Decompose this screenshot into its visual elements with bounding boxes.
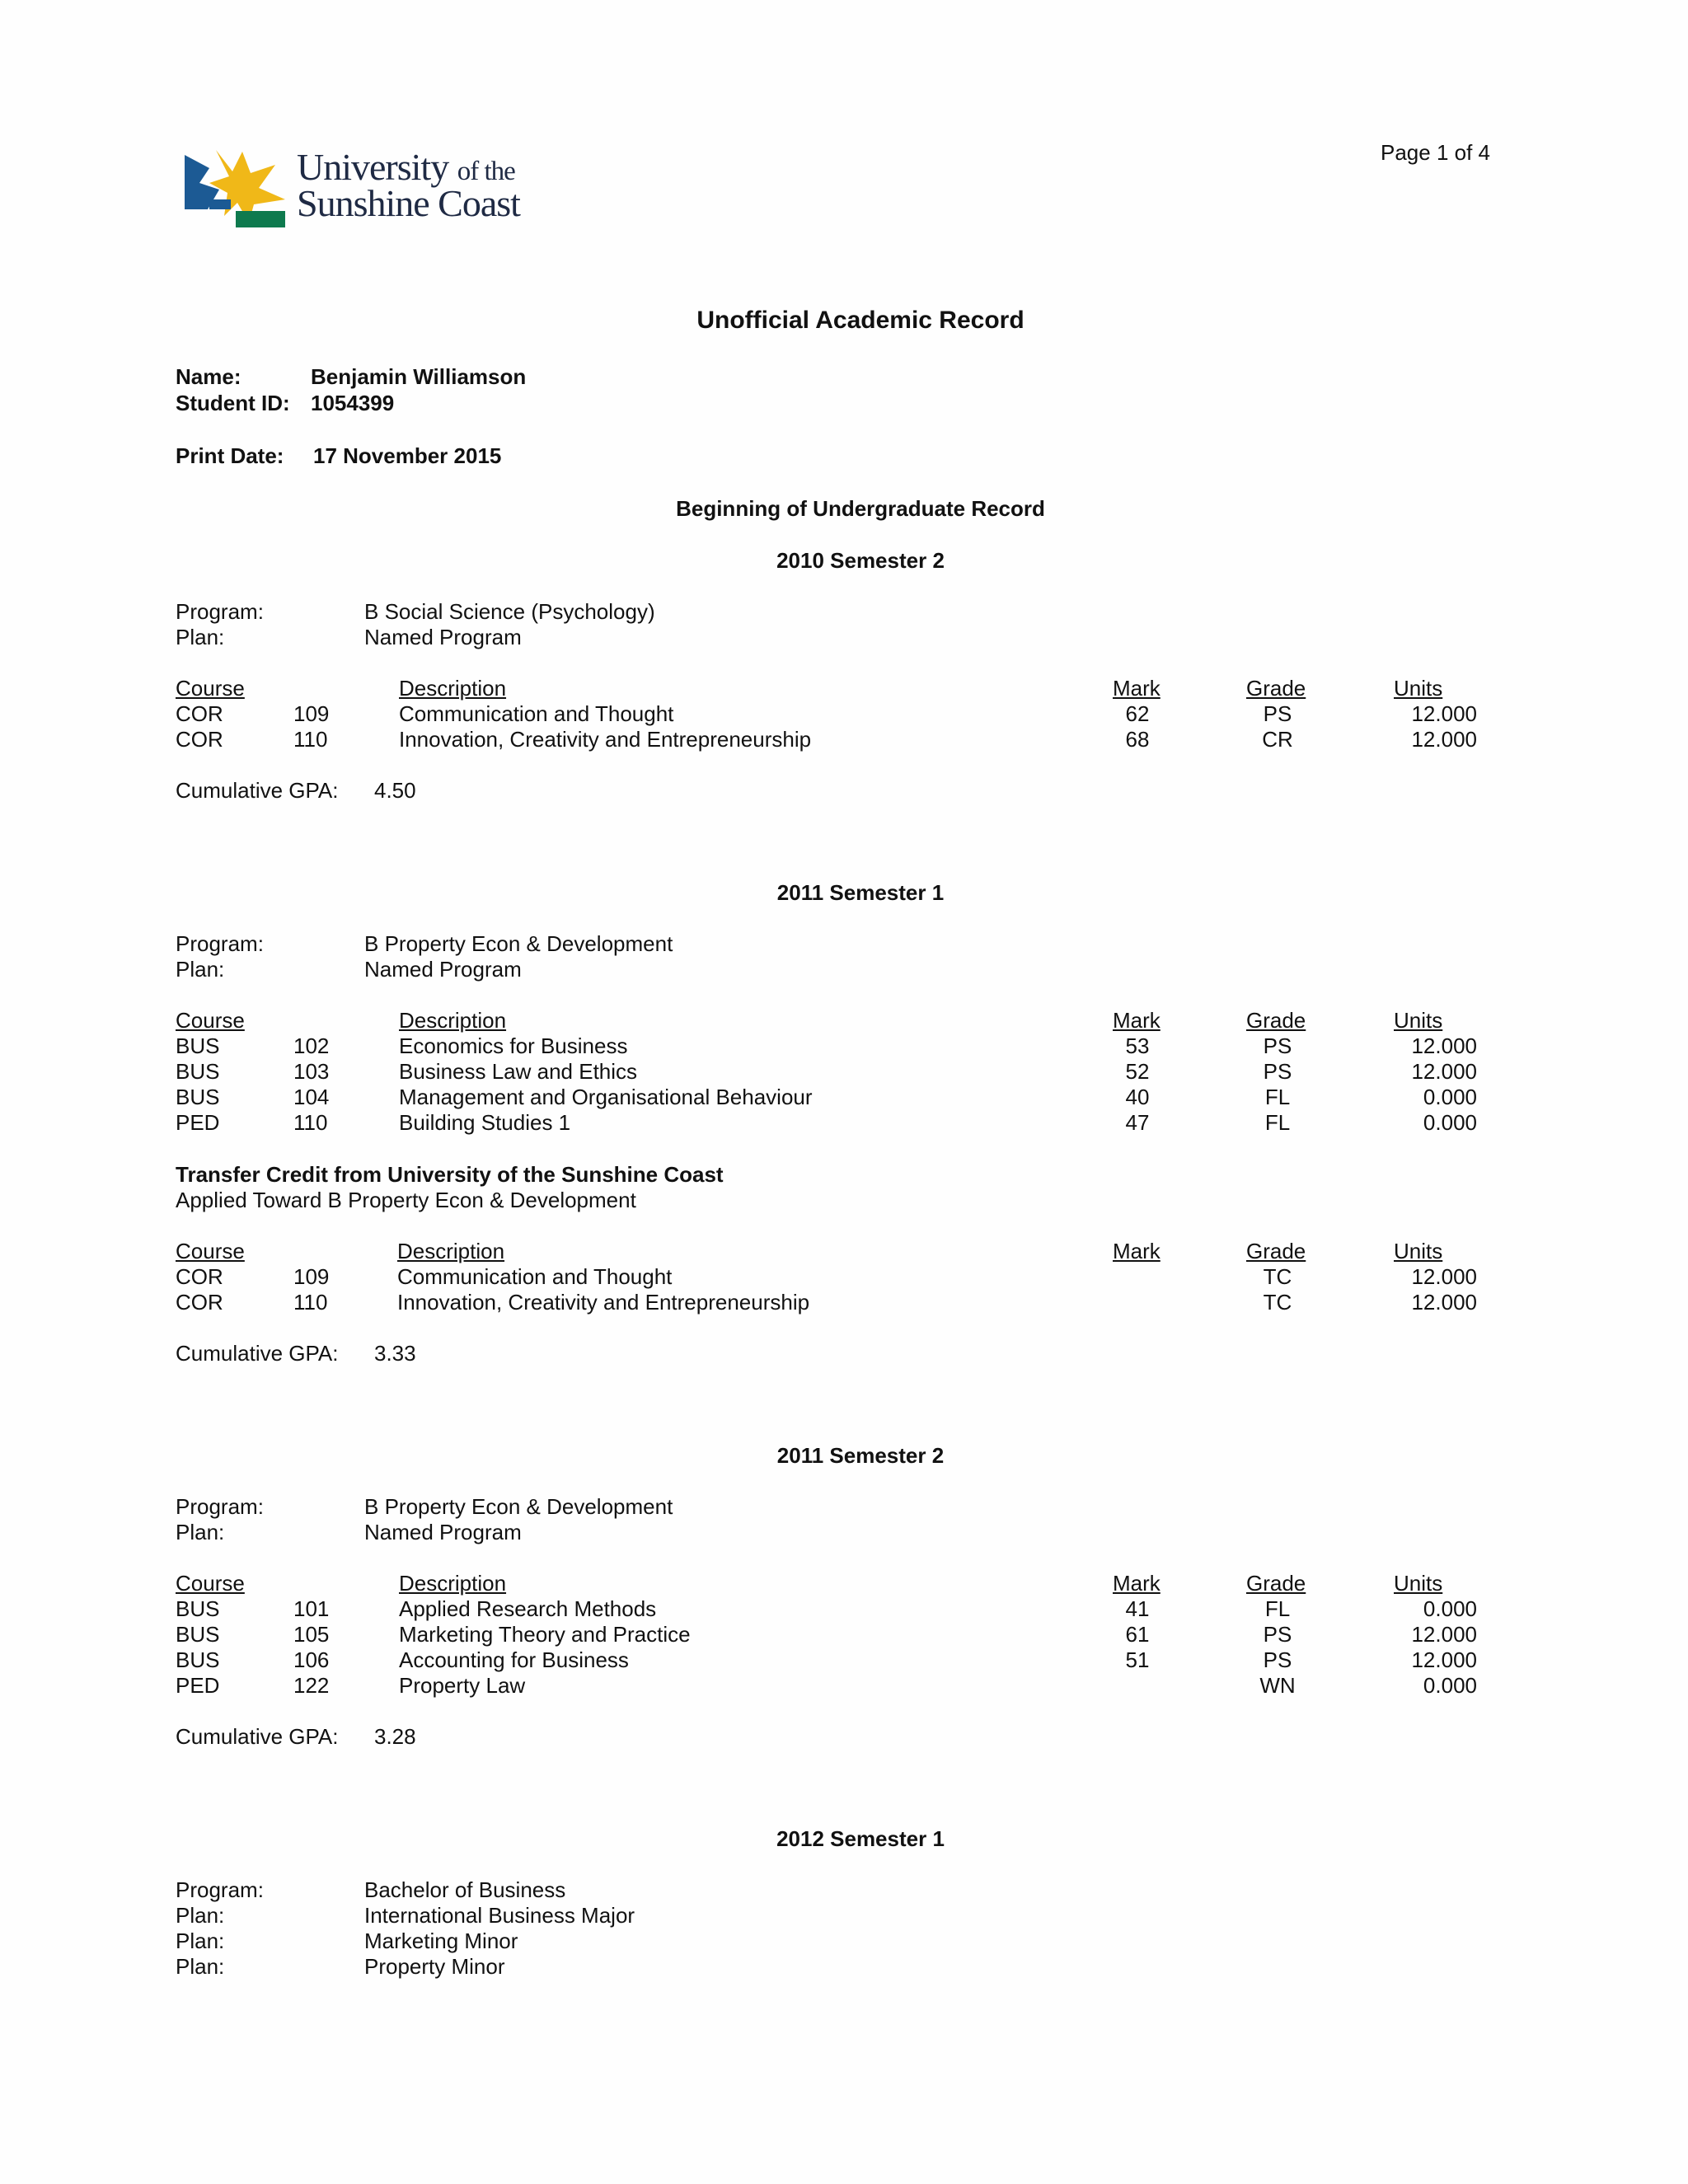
course-grade: FL [1264,1085,1291,1109]
course-units: 12.000 [1411,1033,1477,1058]
course-mark: 41 [1125,1596,1150,1621]
plan-label: Plan: [176,1903,225,1928]
course-grade: PS [1263,701,1292,726]
plan-label: Plan: [176,1954,225,1979]
record-heading: Beginning of Undergraduate Record [676,496,1045,521]
course-number: 104 [293,1085,330,1109]
mark-header: Mark [1113,676,1160,701]
course-units: 12.000 [1411,1264,1477,1289]
course-grade: FL [1264,1596,1291,1621]
course-number: 109 [293,701,330,726]
course-subject: BUS [176,1622,220,1647]
course-units: 0.000 [1423,1085,1477,1109]
student-id: 1054399 [311,391,395,415]
course-units: 0.000 [1423,1110,1477,1135]
course-subject: BUS [176,1596,220,1621]
course-grade: TC [1263,1290,1292,1315]
course-number: 122 [293,1673,330,1698]
course-subject: COR [176,701,223,726]
units-header: Units [1394,1008,1443,1033]
course-subject: COR [176,727,223,752]
course-number: 110 [293,1110,328,1135]
plan-label: Plan: [176,1520,225,1544]
mark-header: Mark [1113,1571,1160,1596]
course-description: Communication and Thought [397,1264,673,1289]
course-grade: PS [1263,1033,1292,1058]
course-mark: 61 [1125,1622,1150,1647]
course-grade: TC [1263,1264,1292,1289]
plan-value: Named Program [364,625,522,649]
course-header: Course [176,676,245,701]
course-header: Course [176,1571,245,1596]
term-heading: 2010 Semester 2 [776,548,945,573]
course-subject: BUS [176,1085,220,1109]
course-description: Economics for Business [399,1033,628,1058]
course-mark: 53 [1125,1033,1150,1058]
course-units: 12.000 [1411,1059,1477,1084]
course-subject: BUS [176,1647,220,1672]
grade-header: Grade [1246,1571,1306,1596]
course-number: 110 [293,727,328,752]
program-value: B Social Science (Psychology) [364,599,655,624]
term-heading: 2011 Semester 2 [776,1443,945,1468]
cumulative-gpa-value: 4.50 [374,778,416,803]
university-logo [185,146,520,231]
description-header: Description [397,1239,505,1263]
course-description: Building Studies 1 [399,1110,571,1135]
university-logo-icon [185,150,293,229]
cumulative-gpa-value: 3.33 [374,1341,416,1366]
course-grade: FL [1264,1110,1291,1135]
course-description: Marketing Theory and Practice [399,1622,691,1647]
course-grade: CR [1262,727,1293,752]
program-value: B Property Econ & Development [364,931,673,956]
transfer-credit-subtitle: Applied Toward B Property Econ & Development [176,1188,636,1212]
cumulative-gpa-label: Cumulative GPA: [176,1341,339,1366]
course-units: 12.000 [1411,1290,1477,1315]
grade-header: Grade [1246,1008,1306,1033]
program-label: Program: [176,599,264,624]
cumulative-gpa-label: Cumulative GPA: [176,1724,339,1749]
page-number: Page 1 of 4 [1381,140,1490,165]
course-mark: 51 [1125,1647,1150,1672]
course-subject: COR [176,1264,223,1289]
course-description: Communication and Thought [399,701,674,726]
course-description: Applied Research Methods [399,1596,657,1621]
course-units: 12.000 [1411,727,1477,752]
course-mark: 68 [1125,727,1150,752]
course-mark: 62 [1125,701,1150,726]
description-header: Description [399,1008,507,1033]
course-number: 109 [293,1264,330,1289]
cumulative-gpa-label: Cumulative GPA: [176,778,339,803]
course-grade: PS [1263,1647,1292,1672]
plan-label: Plan: [176,957,225,982]
course-grade: PS [1263,1622,1292,1647]
plan-label: Plan: [176,625,225,649]
course-number: 105 [293,1622,330,1647]
logo-line1: University [297,146,449,188]
course-units: 0.000 [1423,1596,1477,1621]
course-number: 102 [293,1033,330,1058]
plan-value: Named Program [364,1520,522,1544]
program-label: Program: [176,1877,264,1902]
course-description: Management and Organisational Behaviour [399,1085,813,1109]
course-description: Innovation, Creativity and Entrepreneurship [397,1290,810,1315]
units-header: Units [1394,676,1443,701]
course-units: 12.000 [1411,701,1477,726]
program-value: Bachelor of Business [364,1877,566,1902]
course-grade: PS [1263,1059,1292,1084]
program-label: Program: [176,931,264,956]
course-units: 12.000 [1411,1647,1477,1672]
course-description: Property Law [399,1673,526,1698]
plan-value: International Business Major [364,1903,635,1928]
print-date-label: Print Date: [176,443,284,468]
plan-value: Named Program [364,957,522,982]
course-number: 101 [293,1596,330,1621]
course-units: 12.000 [1411,1622,1477,1647]
units-header: Units [1394,1239,1443,1263]
course-subject: BUS [176,1033,220,1058]
course-subject: PED [176,1673,220,1698]
course-number: 106 [293,1647,330,1672]
plan-value: Marketing Minor [364,1929,518,1953]
student-name: Benjamin Williamson [311,364,527,389]
transfer-credit-title: Transfer Credit from University of the Sunshine Coast [176,1162,724,1187]
course-mark: 52 [1125,1059,1150,1084]
name-label: Name: [176,364,241,389]
print-date: 17 November 2015 [313,443,502,468]
course-header: Course [176,1239,245,1263]
description-header: Description [399,676,507,701]
grade-header: Grade [1246,676,1306,701]
mark-header: Mark [1113,1239,1160,1263]
course-subject: COR [176,1290,223,1315]
term-heading: 2011 Semester 1 [776,880,945,905]
course-mark: 47 [1125,1110,1150,1135]
course-description: Innovation, Creativity and Entrepreneurship [399,727,812,752]
course-subject: PED [176,1110,220,1135]
course-description: Accounting for Business [399,1647,629,1672]
cumulative-gpa-value: 3.28 [374,1724,416,1749]
course-grade: WN [1259,1673,1296,1698]
course-mark: 40 [1125,1085,1150,1109]
grade-header: Grade [1246,1239,1306,1263]
course-units: 0.000 [1423,1673,1477,1698]
logo-line1-small: of the [457,157,515,186]
program-label: Program: [176,1494,264,1519]
logo-line2: Sunshine Coast [297,182,520,224]
term-heading: 2012 Semester 1 [776,1826,945,1851]
units-header: Units [1394,1571,1443,1596]
course-number: 103 [293,1059,330,1084]
mark-header: Mark [1113,1008,1160,1033]
course-description: Business Law and Ethics [399,1059,638,1084]
plan-label: Plan: [176,1929,225,1953]
course-number: 110 [293,1290,328,1315]
document-title: Unofficial Academic Record [696,307,1025,334]
student-id-label: Student ID: [176,391,290,415]
description-header: Description [399,1571,507,1596]
program-value: B Property Econ & Development [364,1494,673,1519]
course-header: Course [176,1008,245,1033]
plan-value: Property Minor [364,1954,505,1979]
course-subject: BUS [176,1059,220,1084]
